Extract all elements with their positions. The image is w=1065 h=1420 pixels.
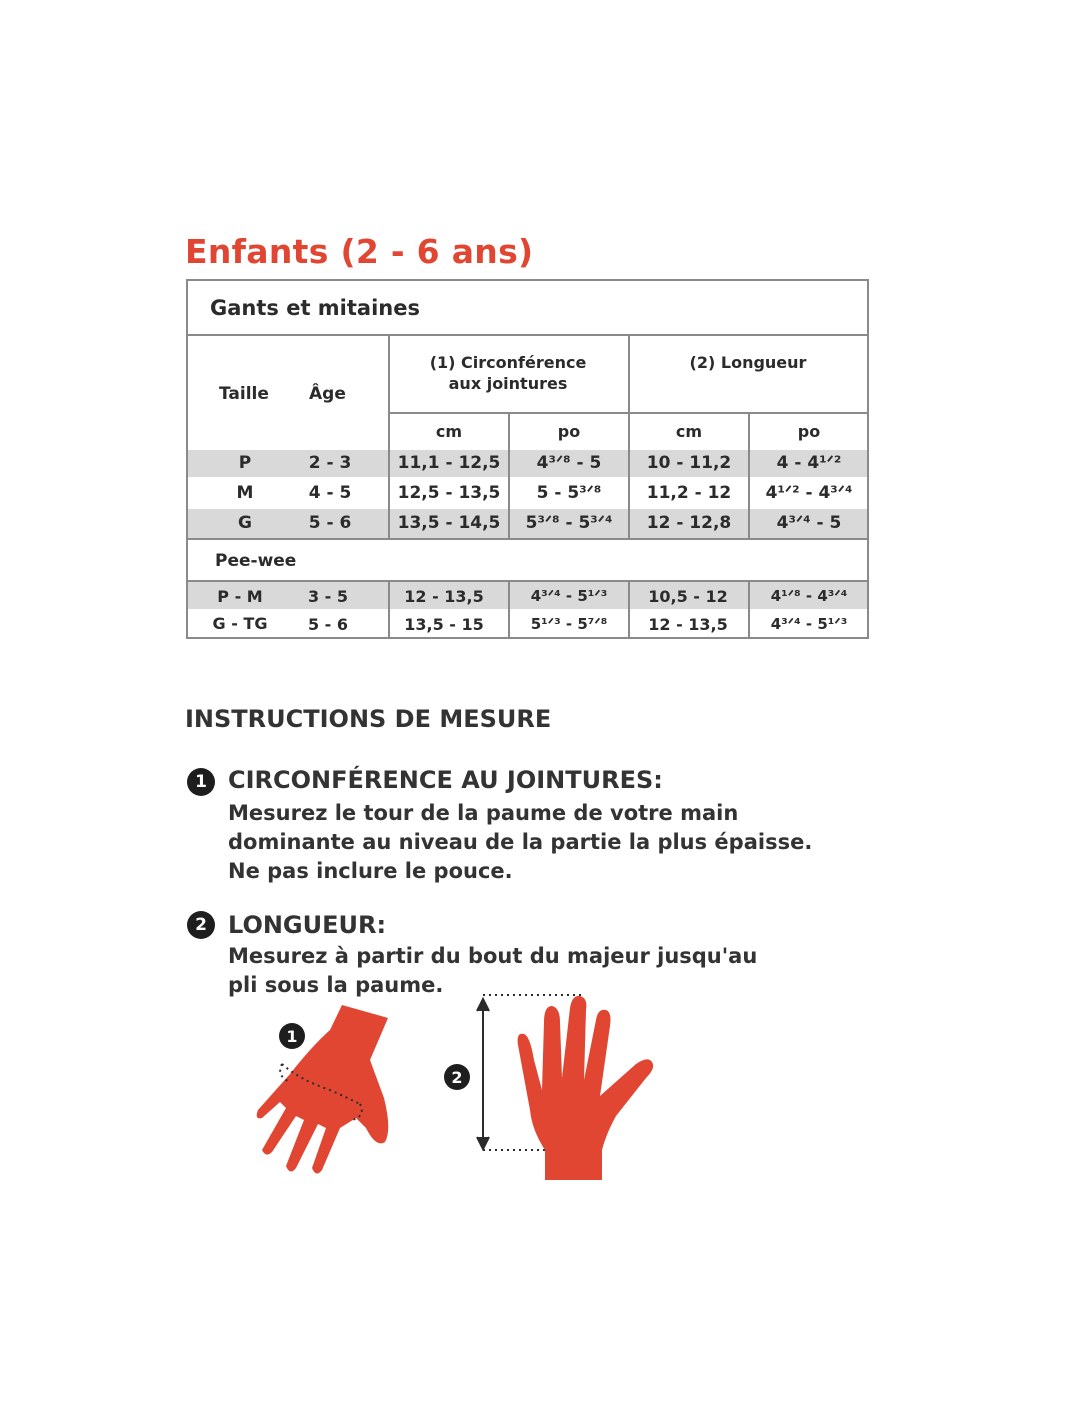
step-line: Mesurez à partir du bout du majeur jusqu'au xyxy=(228,944,758,968)
rule-below-peewee xyxy=(188,580,867,582)
table-section-title: Gants et mitaines xyxy=(210,296,420,320)
hand-circumference-icon xyxy=(257,1005,389,1174)
unit-cm-circ: cm xyxy=(435,422,463,441)
unit-in-circ: po xyxy=(557,422,581,441)
rule-above-peewee xyxy=(188,538,867,540)
cell-age: 4 - 5 xyxy=(308,483,352,503)
cell-len-in: 4 - 4¹ᐟ² xyxy=(776,453,842,473)
col-rule-1b xyxy=(388,580,390,637)
unit-cm-len: cm xyxy=(675,422,703,441)
col-header-circumference-line2: aux jointures xyxy=(448,374,568,393)
step-line: pli sous la paume. xyxy=(228,973,444,997)
row-band-pm xyxy=(188,582,867,609)
cell-len-in: 4¹ᐟ² - 4³ᐟ⁴ xyxy=(765,483,853,503)
col-header-circumference-line1: (1) Circonférence xyxy=(429,353,587,372)
col-header-length: (2) Longueur xyxy=(689,353,807,372)
col-rule-3 xyxy=(628,334,630,538)
col-rule-3b xyxy=(628,580,630,637)
cell-circ-cm: 12 - 13,5 xyxy=(404,587,484,606)
col-rule-2b xyxy=(508,580,510,637)
step-description xyxy=(228,799,848,886)
cell-size: G xyxy=(238,513,252,533)
cell-len-cm: 11,2 - 12 xyxy=(646,483,732,503)
cell-len-in: 4¹ᐟ⁸ - 4³ᐟ⁴ xyxy=(770,587,848,605)
hand-measurement-illustration xyxy=(240,985,680,1190)
cell-age: 2 - 3 xyxy=(308,453,352,473)
col-rule-4b xyxy=(748,580,750,637)
cell-len-cm: 12 - 12,8 xyxy=(646,513,732,533)
peewee-label: Pee-wee xyxy=(215,551,297,571)
size-chart-table xyxy=(186,279,869,639)
step-line: Mesurez le tour de la paume de votre main xyxy=(228,801,739,825)
marker-1-label: 1 xyxy=(286,1027,298,1046)
cell-circ-in: 4³ᐟ⁸ - 5 xyxy=(536,453,602,473)
col-rule-2 xyxy=(508,412,510,538)
page-title: Enfants (2 - 6 ans) xyxy=(185,232,534,271)
cell-circ-in: 5³ᐟ⁸ - 5³ᐟ⁴ xyxy=(525,513,613,533)
cell-len-cm: 10 - 11,2 xyxy=(646,453,732,473)
cell-age: 3 - 5 xyxy=(307,587,349,606)
unit-in-len: po xyxy=(797,422,821,441)
cell-circ-cm: 13,5 - 15 xyxy=(404,615,484,634)
cell-size: P - M xyxy=(217,587,263,606)
cell-circ-cm: 11,1 - 12,5 xyxy=(397,453,501,473)
cell-len-in: 4³ᐟ⁴ - 5 xyxy=(776,513,842,533)
cell-circ-in: 4³ᐟ⁴ - 5¹ᐟ³ xyxy=(530,587,608,605)
cell-size: P xyxy=(238,453,252,473)
col-header-age: Âge xyxy=(309,384,346,404)
marker-2-label: 2 xyxy=(451,1068,463,1087)
cell-circ-in: 5 - 5³ᐟ⁸ xyxy=(536,483,602,503)
rule-below-section-title xyxy=(188,334,867,336)
cell-circ-cm: 13,5 - 14,5 xyxy=(397,513,501,533)
col-rule-1 xyxy=(388,334,390,538)
cell-size: M xyxy=(236,483,254,503)
step-line: dominante au niveau de la partie la plus épaisse. xyxy=(228,830,813,854)
row-band-p xyxy=(188,450,867,477)
step-number-badge: 1 xyxy=(187,768,215,796)
step-title: CIRCONFÉRENCE AU JOINTURES: xyxy=(228,766,663,794)
cell-age: 5 - 6 xyxy=(308,513,352,533)
hand-length-icon xyxy=(518,996,654,1180)
step-title: LONGUEUR: xyxy=(228,911,387,939)
col-header-circumference xyxy=(430,352,587,394)
cell-len-cm: 12 - 13,5 xyxy=(648,615,728,634)
cell-len-in: 4³ᐟ⁴ - 5¹ᐟ³ xyxy=(770,615,848,633)
cell-size: G - TG xyxy=(212,614,268,633)
col-header-size: Taille xyxy=(219,384,269,404)
cell-len-cm: 10,5 - 12 xyxy=(648,587,728,606)
col-rule-4 xyxy=(748,412,750,538)
step-line: Ne pas inclure le pouce. xyxy=(228,859,513,883)
instructions-heading: INSTRUCTIONS DE MESURE xyxy=(185,705,552,733)
cell-circ-cm: 12,5 - 13,5 xyxy=(397,483,501,503)
cell-age: 5 - 6 xyxy=(307,615,349,634)
cell-circ-in: 5¹ᐟ³ - 5⁷ᐟ⁸ xyxy=(530,615,608,633)
step-number-badge: 2 xyxy=(187,911,215,939)
